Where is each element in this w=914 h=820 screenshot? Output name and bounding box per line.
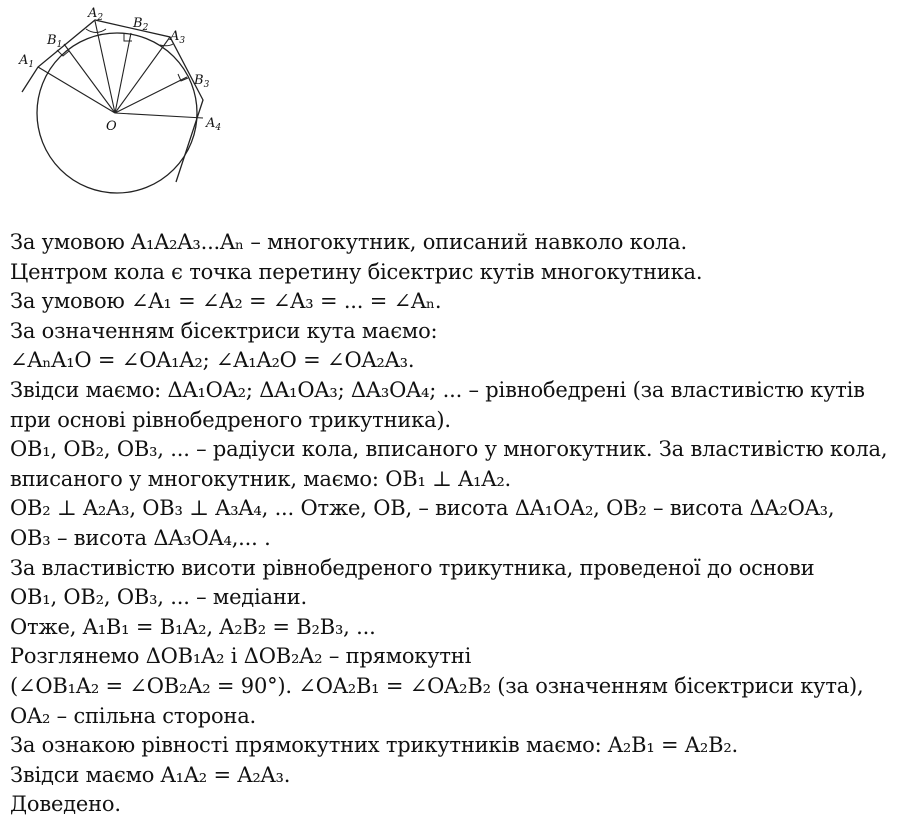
proof-line: За ознакою рівності прямокутних трикутників маємо: A₂B₁ = A₂B₂. <box>10 733 739 758</box>
proof-line: Звідси маємо A₁A₂ = A₂A₃. <box>10 762 291 787</box>
proof-line: OA₂ – спільна сторона. <box>10 703 256 728</box>
label-a1: $A_1$ <box>19 53 35 70</box>
proof-line: За умовою ∠A₁ = ∠A₂ = ∠A₃ = ... = ∠Aₙ. <box>10 289 442 314</box>
proof-line: За властивістю висоти рівнобедреного трикутника, проведеної до основи <box>10 555 815 580</box>
proof-line: (∠OB₁A₂ = ∠OB₂A₂ = 90°). ∠OA₂B₁ = ∠OA₂B₂ (за означенням бісектриси кута), <box>10 673 864 698</box>
proof-line: OB₁, OB₂, OB₃, ... – медіани. <box>10 585 307 610</box>
proof-line: OB₁, OB₂, OB₃, ... – радіуси кола, вписаного у многокутник. За властивістю кола, <box>10 437 888 462</box>
label-o: O <box>106 119 117 134</box>
proof-line: OB₂ ⊥ A₂A₃, OB₃ ⊥ A₃A₄, ... Отже, OB, – висота ΔA₁OA₂, OB₂ – висота ΔA₂OA₃, <box>10 496 835 521</box>
proof-line: OB₃ – висота ΔA₃OA₄,... . <box>10 525 271 550</box>
geometry-figure <box>0 0 260 205</box>
label-a3: $A_3$ <box>170 29 186 46</box>
proof-line: Центром кола є точка перетину бісектрис кутів многокутника. <box>10 259 703 284</box>
label-b1: $B_1$ <box>47 33 63 50</box>
proof-line: Розглянемо ΔOB₁A₂ і ΔOB₂A₂ – прямокутні <box>10 644 472 669</box>
proof-line: Отже, A₁B₁ = B₁A₂, A₂B₂ = B₂B₃, ... <box>10 614 376 639</box>
label-b2: $B_2$ <box>133 16 149 33</box>
proof-line: ∠AₙA₁O = ∠OA₁A₂; ∠A₁A₂O = ∠OA₂A₃. <box>10 348 415 373</box>
proof-line: За умовою A₁A₂A₃...Aₙ – многокутник, описаний навколо кола. <box>10 230 687 254</box>
proof-line: Доведено. <box>10 792 121 817</box>
proof-text <box>10 228 910 820</box>
label-a2: $A_2$ <box>88 6 104 23</box>
proof-line: Звідси маємо: ΔA₁OA₂; ΔA₁OA₃; ΔA₃OA₄; ... – рівнобедрені (за властивістю кутів <box>10 377 865 402</box>
proof-line: вписаного у многокутник, маємо: OB₁ ⊥ A₁A₂. <box>10 466 512 491</box>
proof-line: при основі рівнобедреного трикутника). <box>10 407 451 432</box>
label-a4: $A_4$ <box>206 116 222 133</box>
label-b3: $B_3$ <box>194 73 210 90</box>
radii-to-tangent-points <box>64 33 187 113</box>
proof-line: За означенням бісектриси кута маємо: <box>10 318 438 343</box>
